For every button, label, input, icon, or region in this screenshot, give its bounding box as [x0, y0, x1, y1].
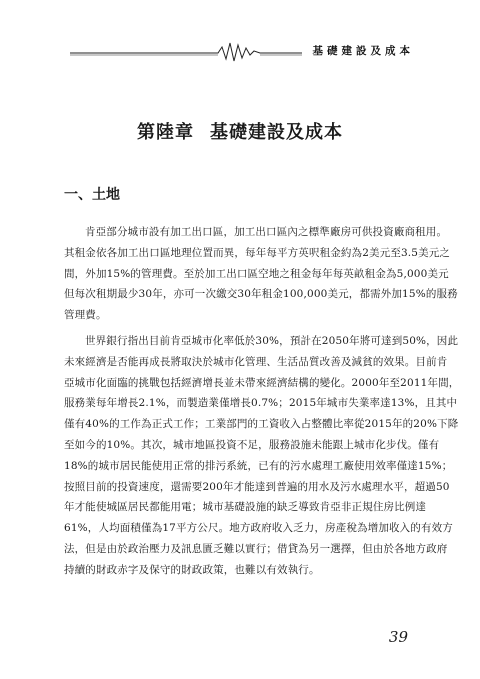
text-line: 年才能使城區居民都能用電；城市基礎設施的缺乏導致肯亞非正規住房比例達	[64, 501, 427, 514]
text-line: 世界銀行指出目前肯亞城市化率低於30%，預計在2050年將可達到50%，因此	[85, 334, 459, 347]
chapter-number: 第陸章	[137, 122, 194, 143]
text-line: 肯亞部分城市設有加工出口區，加工出口區內之標準廠房可供投資廠商租用。	[85, 226, 448, 238]
chapter-title	[0, 118, 480, 144]
text-line: 但每次租期最少30年，亦可一次繳交30年租金100,000美元，都需外加15%的服務	[64, 288, 458, 301]
text-line: 未來經濟是否能再成長將取決於城市化管理、生活品質改善及減貧的效果。目前肯	[64, 355, 448, 368]
paragraph-2	[64, 331, 460, 581]
page-number: 39	[388, 628, 408, 646]
text-line: 至如今的10%。其次，城市地區投資不足，服務設施未能跟上城市化步伐。僅有	[64, 438, 440, 451]
text-line: 管理費。	[64, 309, 107, 322]
section-title: 一、土地	[64, 187, 120, 203]
chapter-name: 基礎建設及成本	[210, 122, 343, 143]
text-line: 其租金依各加工出口區地理位置而異，每年每平方英呎租金約為2美元至3.5美元之	[64, 246, 451, 259]
text-line: 按照目前的投資速度，還需要200年才能達到普遍的用水及污水處理水平，超過50	[64, 480, 450, 493]
text-line: 61%，人均面積僅為17平方公尺。地方政府收入乏力，房產稅為增加收入的有效方	[64, 522, 453, 535]
text-line: 持續的財政赤字及保守的財政政策，也難以有效執行。	[64, 563, 320, 576]
body-text	[64, 222, 460, 581]
text-line: 僅有40%的工作為正式工作；工業部門的工資收入占整體比率從2015年的20%下降	[64, 418, 459, 431]
text-line: 間，外加15%的管理費。至於加工出口區空地之租金每年每英畝租金為5,000美元	[64, 267, 449, 280]
text-line: 法，但是由於政治壓力及訊息匱乏難以實行；借貸為另一選擇，但由於各地方政府	[64, 542, 448, 555]
running-header-title: 基礎建設及成本	[312, 45, 414, 57]
text-line: 18%的城市居民能使用正常的排污系統，已有的污水處理工廠使用效率僅達15%；	[64, 459, 453, 472]
text-line: 亞城市化面臨的挑戰包括經濟增長並未帶來經濟結構的變化。2000年至2011年間，	[64, 376, 460, 389]
paragraph-1	[64, 222, 458, 326]
running-header	[70, 38, 418, 64]
text-line: 服務業每年增長2.1%，而製造業僅增長0.7%；2015年城市失業率達13%，且其中	[64, 397, 458, 410]
